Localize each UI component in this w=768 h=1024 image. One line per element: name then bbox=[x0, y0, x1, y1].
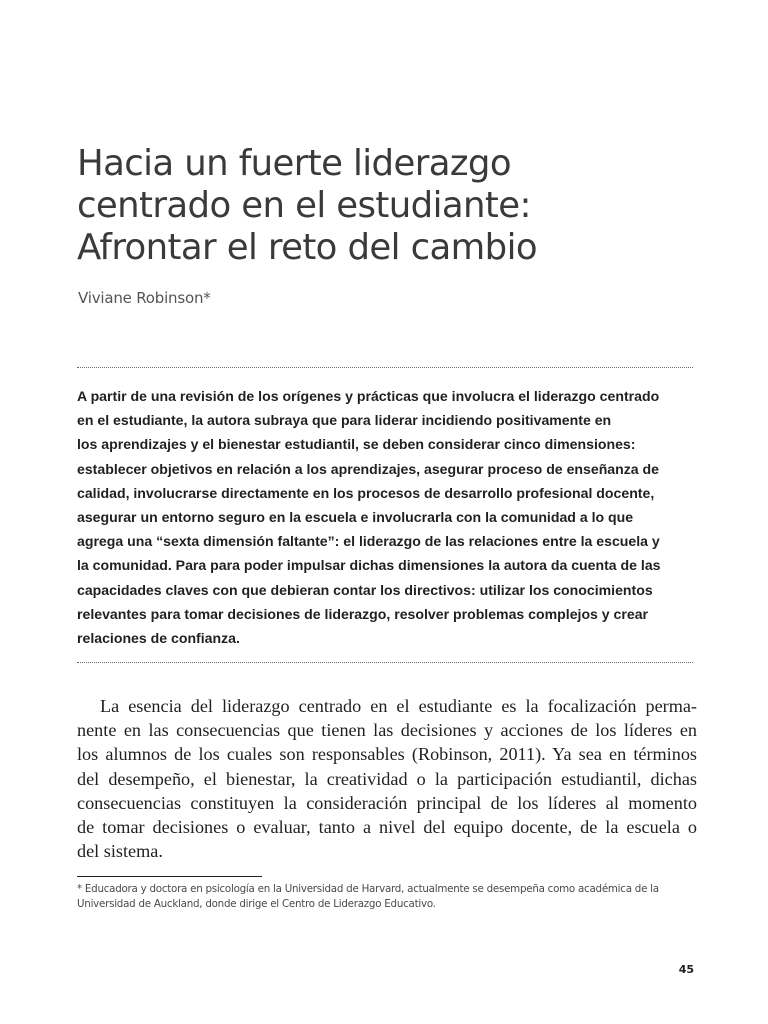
body-line: del sistema. bbox=[77, 841, 163, 862]
footnote-line: * Educadora y doctora en psicología en la Universidad de Harvard, actualmente se desempeña como académica de la bbox=[77, 883, 659, 895]
abstract-line: establecer objetivos en relación a los aprendizajes, asegurar proceso de enseñanza de bbox=[77, 460, 659, 477]
abstract-line: calidad, involucrarse directamente en los procesos de desarrollo profesional docente, bbox=[77, 484, 655, 501]
abstract-bottom-divider bbox=[77, 662, 693, 663]
abstract-line: relevantes para tomar decisiones de liderazgo, resolver problemas complejos y crear bbox=[77, 605, 649, 622]
abstract-line: relaciones de confianza. bbox=[77, 630, 240, 647]
abstract bbox=[77, 384, 697, 650]
abstract-line: los aprendizajes y el bienestar estudiantil, se deben considerar cinco dimensiones: bbox=[77, 436, 636, 453]
body-line: nente en las consecuencias que tienen las decisiones y acciones de los líderes en bbox=[77, 720, 697, 741]
body-line: La esencia del liderazgo centrado en el estudiante es la focalización perma- bbox=[100, 696, 697, 716]
title-line: Afrontar el reto del cambio bbox=[77, 227, 537, 268]
footnote-divider bbox=[77, 876, 262, 877]
abstract-line: agrega una “sexta dimensión faltante”: el liderazgo de las relaciones entre la escuela y bbox=[77, 533, 660, 550]
title-line: Hacia un fuerte liderazgo bbox=[77, 143, 511, 184]
title-line: centrado en el estudiante: bbox=[77, 185, 531, 226]
body-line: de tomar decisiones o evaluar, tanto a nivel del equipo docente, de la escuela o bbox=[77, 817, 697, 838]
body-line: consecuencias constituyen la consideración principal de los líderes al momento bbox=[77, 792, 697, 813]
body-line: del desempeño, el bienestar, la creatividad o la participación estudiantil, dichas bbox=[77, 768, 697, 789]
article-title bbox=[77, 143, 697, 269]
abstract-line: asegurar un entorno seguro en la escuela e involucrarla con la comunidad a lo que bbox=[77, 509, 634, 526]
abstract-line: A partir de una revisión de los orígenes y prácticas que involucra el liderazgo centrado bbox=[77, 388, 660, 404]
abstract-line: capacidades claves con que debieran contar los directivos: utilizar los conocimientos bbox=[77, 581, 653, 598]
abstract-line: en el estudiante, la autora subraya que para liderar incidiendo positivamente en bbox=[77, 412, 612, 429]
abstract-line: la comunidad. Para para poder impulsar dichas dimensiones la autora da cuenta de las bbox=[77, 557, 661, 574]
abstract-top-divider bbox=[77, 367, 693, 368]
body-paragraph bbox=[77, 694, 697, 863]
body-line: los alumnos de los cuales son responsables (Robinson, 2011). Ya sea en términos bbox=[77, 744, 697, 765]
author-name: Viviane Robinson* bbox=[78, 289, 211, 307]
page-number: 45 bbox=[678, 963, 694, 976]
author-footnote bbox=[77, 882, 697, 912]
footnote-line: Universidad de Auckland, donde dirige el Centro de Liderazgo Educativo. bbox=[77, 898, 436, 910]
